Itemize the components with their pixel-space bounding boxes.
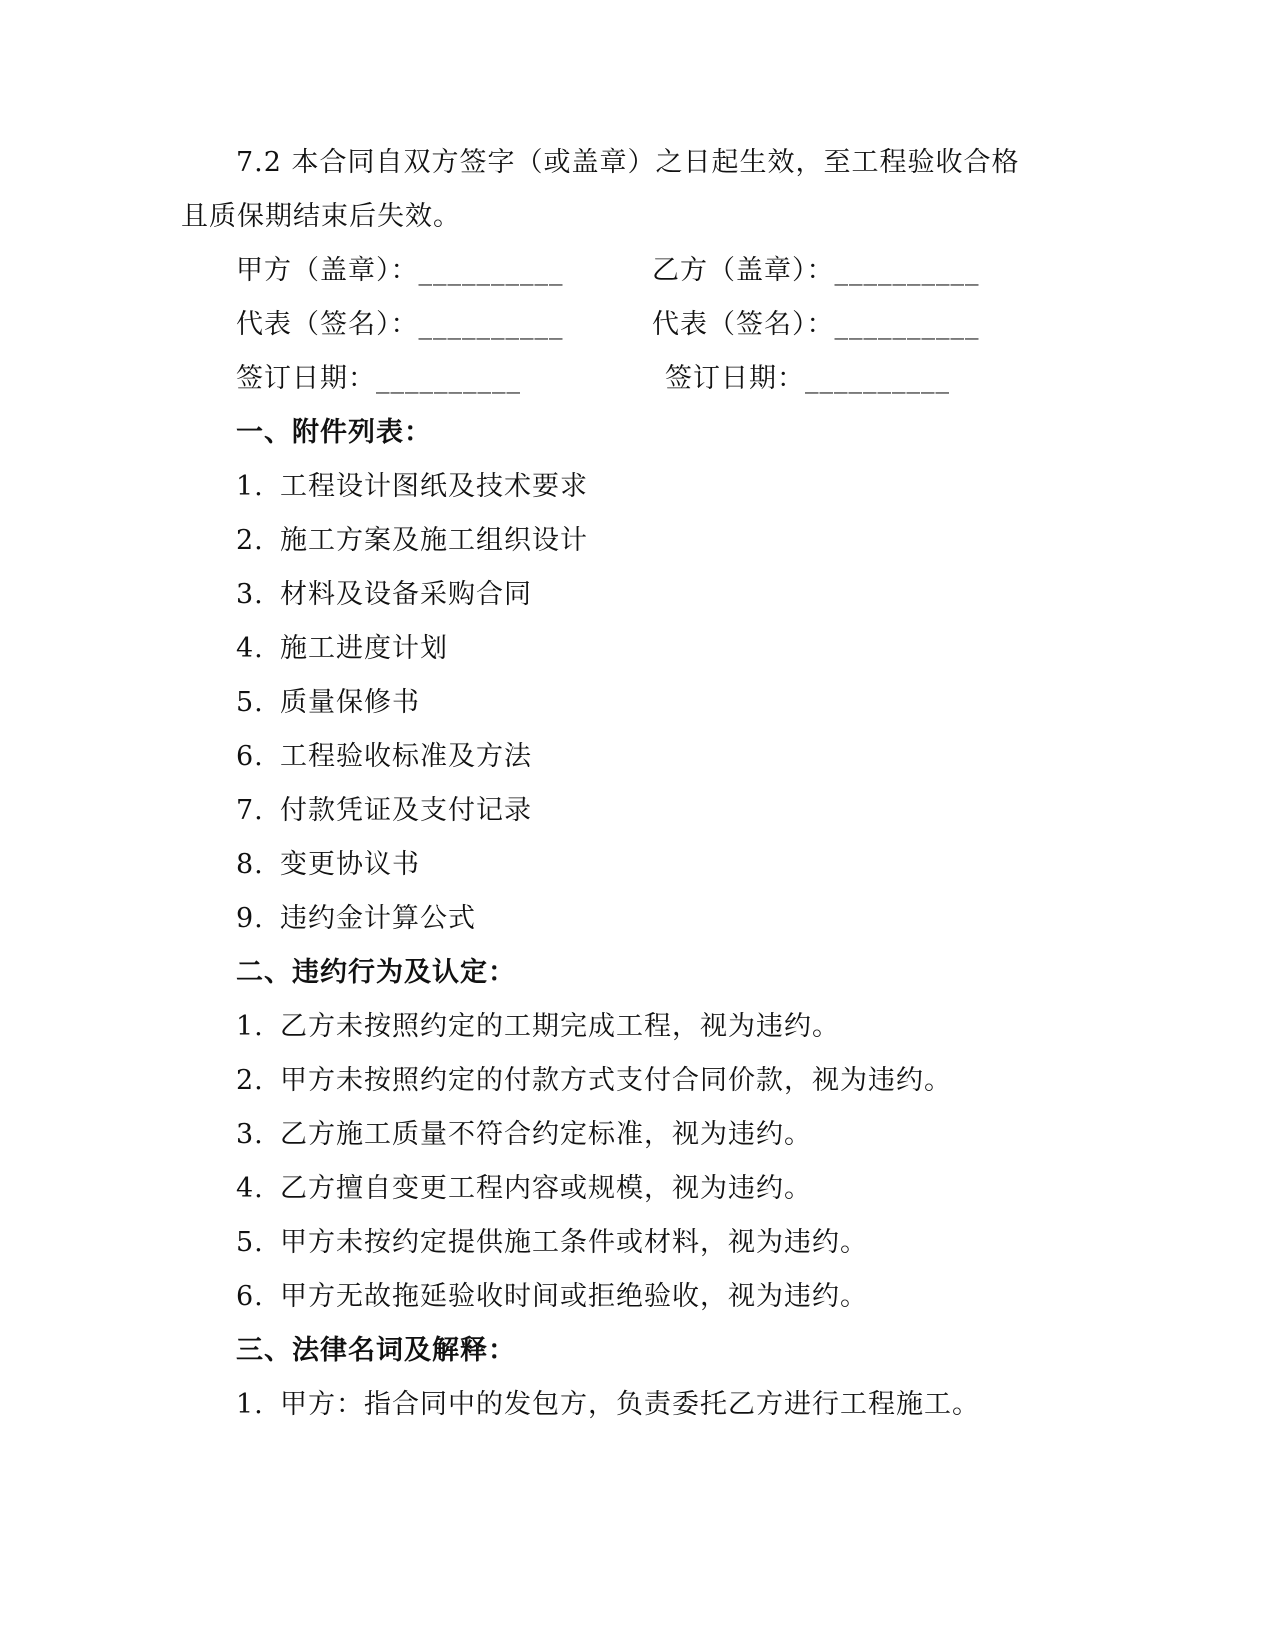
list-item <box>236 1064 952 1098</box>
list-item <box>236 686 420 720</box>
list-item <box>236 578 532 612</box>
item-number: 7. <box>236 795 264 826</box>
item-number: 5. <box>236 1227 264 1258</box>
item-text: 违约金计算公式 <box>280 903 476 934</box>
item-number: 6. <box>236 741 264 772</box>
list-item <box>236 794 532 828</box>
item-text: 甲方：指合同中的发包方，负责委托乙方进行工程施工。 <box>280 1389 980 1420</box>
party-b-seal: 乙方（盖章）：__________ <box>652 255 980 286</box>
item-text: 甲方未按照约定的付款方式支付合同价款，视为违约。 <box>280 1065 952 1096</box>
list-item <box>236 1226 868 1260</box>
item-text: 工程验收标准及方法 <box>280 741 532 772</box>
item-number: 3. <box>236 579 264 610</box>
list-item <box>236 1010 840 1044</box>
item-text: 付款凭证及支付记录 <box>280 795 532 826</box>
item-text: 工程设计图纸及技术要求 <box>280 471 588 502</box>
clause-line-2: 且质保期结束后失效。 <box>181 201 461 232</box>
item-text: 乙方施工质量不符合约定标准，视为违约。 <box>280 1119 812 1150</box>
list-item <box>236 524 588 558</box>
list-item <box>236 470 588 504</box>
item-number: 4. <box>236 633 264 664</box>
item-text: 施工进度计划 <box>280 633 448 664</box>
item-text: 乙方未按照约定的工期完成工程，视为违约。 <box>280 1011 840 1042</box>
list-item <box>236 1388 980 1422</box>
section-2-title: 二、违约行为及认定： <box>236 957 516 988</box>
item-number: 3. <box>236 1119 264 1150</box>
list-item <box>236 1280 868 1314</box>
list-item <box>236 848 420 882</box>
item-text: 甲方未按约定提供施工条件或材料，视为违约。 <box>280 1227 868 1258</box>
item-text: 施工方案及施工组织设计 <box>280 525 588 556</box>
item-text: 乙方擅自变更工程内容或规模，视为违约。 <box>280 1173 812 1204</box>
list-item <box>236 1172 812 1206</box>
party-a-seal: 甲方（盖章）：__________ <box>236 255 564 286</box>
item-number: 9. <box>236 903 264 934</box>
item-number: 4. <box>236 1173 264 1204</box>
item-number: 2. <box>236 525 264 556</box>
item-number: 1. <box>236 471 264 502</box>
list-item <box>236 740 532 774</box>
item-number: 2. <box>236 1065 264 1096</box>
list-item <box>236 1118 812 1152</box>
item-text: 材料及设备采购合同 <box>280 579 532 610</box>
party-a-representative: 代表（签名）：__________ <box>236 309 564 340</box>
item-text: 变更协议书 <box>280 849 420 880</box>
list-item <box>236 632 448 666</box>
item-text: 甲方无故拖延验收时间或拒绝验收，视为违约。 <box>280 1281 868 1312</box>
signing-date-b: 签订日期：__________ <box>665 363 950 394</box>
item-number: 6. <box>236 1281 264 1312</box>
item-number: 5. <box>236 687 264 718</box>
section-3-title: 三、法律名词及解释： <box>236 1335 516 1366</box>
item-number: 1. <box>236 1389 264 1420</box>
clause-line-1: 7.2 本合同自双方签字（或盖章）之日起生效，至工程验收合格 <box>236 147 1020 178</box>
section-1-title: 一、附件列表： <box>236 417 432 448</box>
party-b-representative: 代表（签名）：__________ <box>652 309 980 340</box>
signing-date-a: 签订日期：__________ <box>236 363 521 394</box>
item-number: 8. <box>236 849 264 880</box>
item-number: 1. <box>236 1011 264 1042</box>
item-text: 质量保修书 <box>280 687 420 718</box>
list-item <box>236 902 476 936</box>
